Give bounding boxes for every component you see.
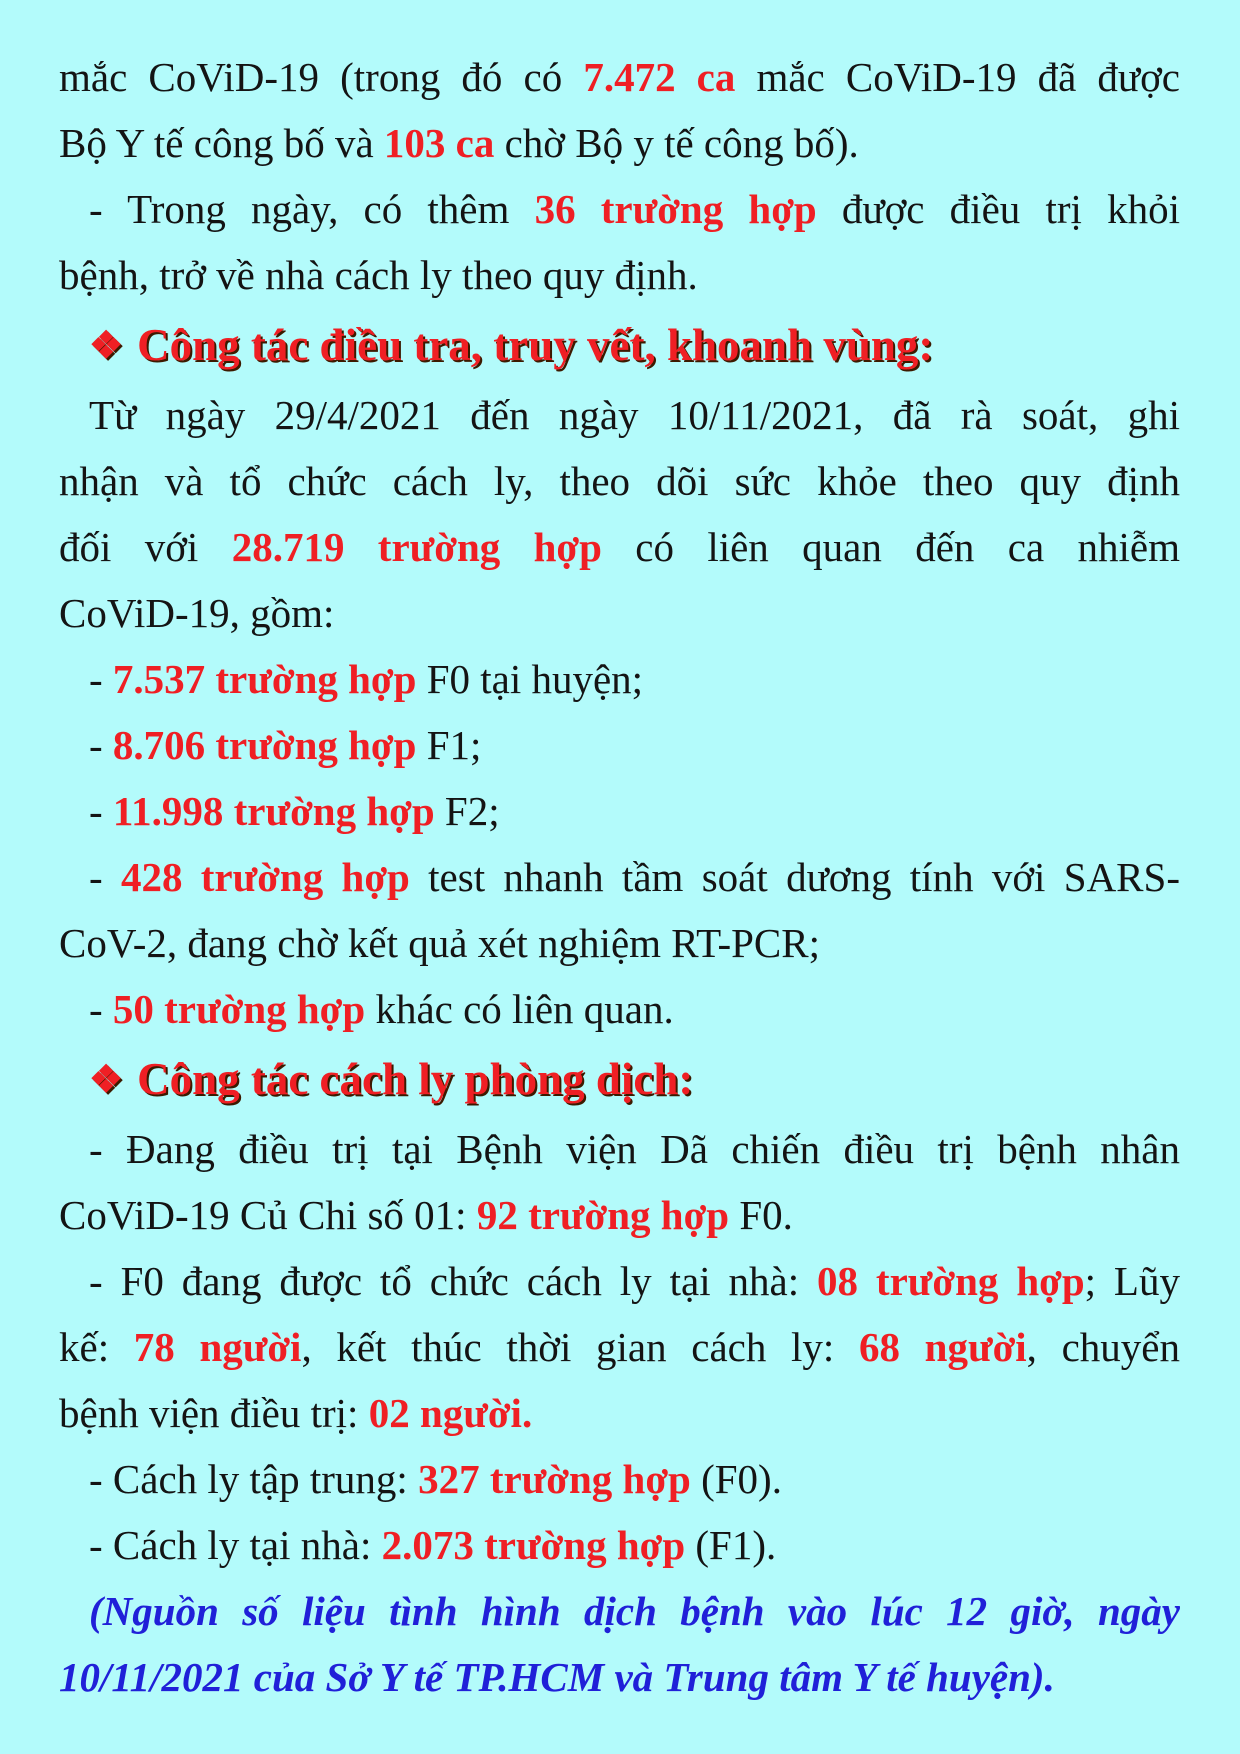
- text: -: [89, 854, 121, 900]
- text: Bộ Y tế công bố và: [59, 120, 384, 166]
- text: - F0 đang được tổ chức cách ly tại nhà:: [89, 1258, 818, 1304]
- text: kế:: [59, 1324, 134, 1370]
- highlight-home-quarantine: 2.073 trường hợp: [381, 1522, 686, 1568]
- text: - Cách ly tại nhà:: [89, 1522, 382, 1568]
- highlight-cumulative: 78 người: [133, 1324, 302, 1370]
- highlight-f2: 11.998 trường hợp: [112, 788, 435, 834]
- text: mắc CoViD-19 (trong đó có: [59, 54, 584, 100]
- paragraph-cases-line-1: [59, 44, 1180, 110]
- text: có liên quan đến ca nhiễm: [601, 524, 1180, 570]
- heading-text: Công tác điều tra, truy vết, khoanh vùng:: [137, 320, 934, 370]
- paragraph-tracing-line-1: [59, 382, 1180, 448]
- paragraph-centralized-quarantine: [59, 1446, 1180, 1512]
- section-heading-tracing: [59, 308, 1180, 382]
- text: , chuyển: [1026, 1324, 1180, 1370]
- paragraph-tracing-line-2: [59, 448, 1180, 514]
- text: - Trong ngày, có thêm: [89, 186, 535, 232]
- highlight-hospital-f0: 92 trường hợp: [476, 1192, 730, 1238]
- paragraph-recovered-line-2: [59, 242, 1180, 308]
- list-item: [59, 778, 1180, 844]
- text: bệnh, trở về nhà cách ly theo quy định.: [59, 252, 698, 298]
- list-item: [59, 646, 1180, 712]
- highlight-confirmed-cases: 7.472 ca: [583, 54, 736, 100]
- highlight-finished: 68 người: [859, 1324, 1027, 1370]
- highlight-other: 50 trường hợp: [112, 986, 366, 1032]
- highlight-total-traced: 28.719 trường hợp: [231, 524, 602, 570]
- text: khác có liên quan.: [365, 986, 674, 1032]
- text: được điều trị khỏi: [816, 186, 1180, 232]
- paragraph-home-f0-line-3: [59, 1380, 1180, 1446]
- highlight-transferred: 02 người.: [368, 1390, 533, 1436]
- text: - Cách ly tập trung:: [89, 1456, 419, 1502]
- text: -: [89, 788, 113, 834]
- highlight-recovered: 36 trường hợp: [534, 186, 817, 232]
- list-item: [59, 844, 1180, 910]
- paragraph-hospital-line-2: [59, 1182, 1180, 1248]
- diamond-bullet-icon: ❖: [89, 1059, 124, 1101]
- text: F0 tại huyện;: [416, 656, 644, 702]
- paragraph-home-f0-line-2: [59, 1314, 1180, 1380]
- text: CoViD-19 Củ Chi số 01:: [59, 1192, 477, 1238]
- list-item: [59, 712, 1180, 778]
- text: ; Lũy: [1084, 1258, 1180, 1304]
- highlight-pending-cases: 103 ca: [383, 120, 495, 166]
- text: - Đang điều trị tại Bệnh viện Dã chiến điều trị bệnh nhân: [89, 1126, 1180, 1172]
- text: Từ ngày 29/4/2021 đến ngày 10/11/2021, đã rà soát, ghi: [89, 392, 1180, 438]
- text: F0.: [729, 1192, 793, 1238]
- source-note-line-1: (Nguồn số liệu tình hình dịch bệnh vào lúc 12 giờ, ngày: [89, 1588, 1180, 1634]
- text: bệnh viện điều trị:: [59, 1390, 369, 1436]
- text: test nhanh tầm soát dương tính với SARS-: [409, 854, 1180, 900]
- highlight-f0: 7.537 trường hợp: [112, 656, 417, 702]
- list-item-continuation: [59, 910, 1180, 976]
- text: -: [89, 986, 113, 1032]
- text: chờ Bộ y tế công bố).: [494, 120, 859, 166]
- highlight-f1: 8.706 trường hợp: [112, 722, 417, 768]
- text: , kết thúc thời gian cách ly:: [301, 1324, 859, 1370]
- highlight-home-f0: 08 trường hợp: [817, 1258, 1085, 1304]
- highlight-centralized: 327 trường hợp: [418, 1456, 691, 1502]
- text: F1;: [416, 722, 482, 768]
- text: mắc CoViD-19 đã được: [735, 54, 1180, 100]
- text: CoViD-19, gồm:: [59, 590, 335, 636]
- text: -: [89, 656, 113, 702]
- paragraph-recovered-line-1: [59, 176, 1180, 242]
- list-item: [59, 976, 1180, 1042]
- paragraph-tracing-line-4: [59, 580, 1180, 646]
- paragraph-home-quarantine: [59, 1512, 1180, 1578]
- highlight-rapid-test: 428 trường hợp: [120, 854, 410, 900]
- text: nhận và tổ chức cách ly, theo dõi sức khỏe theo quy định: [59, 458, 1180, 504]
- section-heading-quarantine: [59, 1042, 1180, 1116]
- text: đối với: [59, 524, 232, 570]
- text: CoV-2, đang chờ kết quả xét nghiệm RT-PCR;: [59, 920, 820, 966]
- heading-text: Công tác cách ly phòng dịch:: [137, 1054, 694, 1104]
- text: F2;: [434, 788, 500, 834]
- text: (F1).: [685, 1522, 777, 1568]
- paragraph-home-f0-line-1: [59, 1248, 1180, 1314]
- diamond-bullet-icon: ❖: [89, 325, 124, 367]
- source-note-line-2: 10/11/2021 của Sở Y tế TP.HCM và Trung tâm Y tế huyện).: [59, 1654, 1055, 1700]
- paragraph-tracing-line-3: [59, 514, 1180, 580]
- text: (F0).: [690, 1456, 782, 1502]
- paragraph-cases-line-2: [59, 110, 1180, 176]
- paragraph-hospital-line-1: [59, 1116, 1180, 1182]
- text: -: [89, 722, 113, 768]
